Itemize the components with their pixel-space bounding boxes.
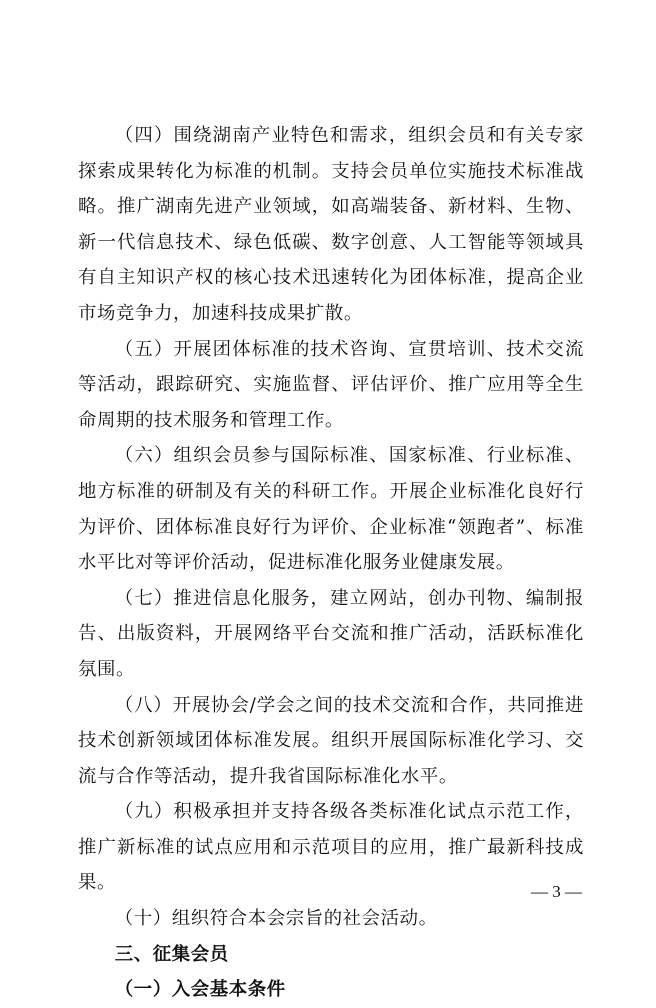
paragraph-item-5: （五）开展团体标准的技术咨询、宣贯培训、技术交流等活动，跟踪研究、实施监督、评估评价、推广应用等全生命周期的技术服务和管理工作。 (78, 338, 584, 431)
paragraph-item-10: （十）组织符合本会宗旨的社会活动。 (114, 908, 438, 930)
paragraph-item-6: （六）组织会员参与国际标准、国家标准、行业标准、地方标准的研制及有关的科研工作。开展企业标准化良好行为评价、团体标准良好行为评价、企业标准“领跑者”、标准水平比对等评价活动，促进标准化服务业健康发展。 (78, 445, 584, 574)
paragraph-item-8: （八）开展协会/学会之间的技术交流和合作，共同推进技术创新领域团体标准发展。组织开展国际标准化学习、交流与合作等活动，提升我省国际标准化水平。 (78, 694, 584, 787)
document-body (78, 118, 584, 1008)
subsection-heading: （一）入会基本条件 (114, 979, 286, 1001)
paragraph-item-4: （四）围绕湖南产业特色和需求，组织会员和有关专家探索成果转化为标准的机制。支持会员单位实施技术标准战略。推广湖南先进产业领域，如高端装备、新材料、生物、新一代信息技术、绿色低碳、数字创意、人工智能等领域具有自主知识产权的核心技术迅速转化为团体标准，提高企业市场竞争力，加速科技成果扩散。 (78, 125, 584, 324)
paragraph-item-9: （九）积极承担并支持各级各类标准化试点示范工作，推广新标准的试点应用和示范项目的应用，推广最新科技成果。 (78, 801, 584, 894)
section-heading: 三、征集会员 (114, 943, 229, 965)
page-number: — 3 — (531, 882, 582, 901)
paragraph-item-7: （七）推进信息化服务，建立网站，创办刊物、编制报告、出版资料，开展网络平台交流和推广活动，活跃标准化氛围。 (78, 587, 584, 680)
